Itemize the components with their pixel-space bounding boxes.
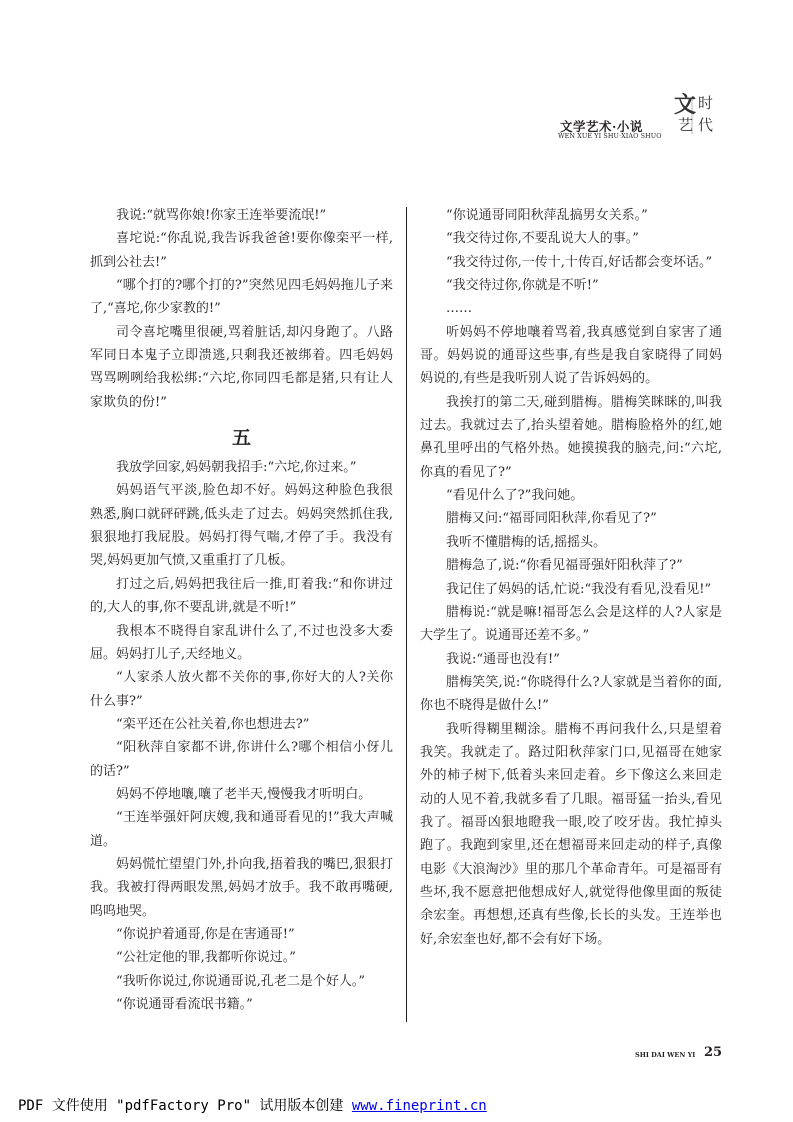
paragraph: 听妈妈不停地嚷着骂着,我真感觉到自家害了通哥。妈妈说的通哥这些事,有些是我自家晓得了同妈妈说的,有些是我听别人说了告诉妈妈的。 [420,324,722,387]
column-divider [406,207,407,1022]
paragraph: “我交待过你,一传十,十传百,好话都会变坏话。” [446,254,713,270]
paragraph: “我交待过你,你就是不听!” [446,278,599,294]
right-column [420,204,722,951]
paragraph: 喜坨说:“你乱说,我告诉我爸爸!要你像栾平一样,抓到公社去!” [90,231,393,270]
paragraph: 我听得糊里糊涂。腊梅不再问我什么,只是望着我笑。我就走了。路过阳秋萍家门口,见福哥在她家外的柿子树下,低着头来回走着。乡下像这么来回走动的人见不着,我就多看了几眼。福哥猛一抬头,看见我了。福哥凶狠地瞪我一眼,咬了咬牙齿。我忙掉头跑了。我跑到家里,还在想福哥来回走动的样子,真像电影《大浪淘沙》里的那几个革命青年。可是福哥有些坏,我不愿意把他想成好人,就觉得他像里面的叛徒余宏奎。再想想,还真有些像,长长的头发。王连举也好,余宏奎也好,都不会有好下场。 [420,721,722,947]
logo-char-wen: 文 [674,92,697,118]
logo-char-shi: 时 [698,94,714,112]
pdf-creator-notice [18,1095,487,1115]
paragraph: “你说通哥同阳秋萍乱搞男女关系。” [446,208,648,223]
paragraph: 妈妈慌忙望望门外,扑向我,捂着我的嘴巴,狠狠打我。我被打得两眼发黑,妈妈才放手。我不敢再嘴硬,呜呜地哭。 [90,856,393,919]
left-column [90,204,393,1016]
paragraph: “你说护着通哥,你是在害通哥!” [116,926,295,942]
paragraph: “我交待过你,不要乱说大人的事。” [446,231,639,247]
section-title-pinyin: WEN XUE YI SHU·XIAO SHUO [558,132,662,140]
paragraph: 腊梅又问:“福哥同阳秋萍,你看见了?” [446,511,657,527]
paragraph: 我挨打的第二天,碰到腊梅。腊梅笑眯眯的,叫我过去。我就过去了,抬头望着她。腊梅脸格外的红,她鼻孔里呼出的气格外热。她摸摸我的脑壳,问:“六坨,你真的看见了?” [420,394,722,480]
logo-char-yi: 艺 [678,116,694,134]
magazine-logo [674,92,722,138]
section-title: 文学艺术·小说 [560,119,643,134]
paragraph: 我听不懂腊梅的话,摇摇头。 [446,534,607,550]
paragraph: “你说通哥看流氓书籍。” [116,997,253,1012]
page-number: 25 [704,1045,723,1060]
paragraph: 妈妈语气平淡,脸色却不好。妈妈这种脸色我很熟悉,胸口就砰砰跳,低头走了过去。妈妈突然抓住我,狠狠地打我屁股。妈妈打得气喘,才停了手。我没有哭,妈妈更加气愤,又重重打了几板。 [90,483,393,569]
paragraph: “哪个打的?哪个打的?”突然见四毛妈妈拖儿子来了,“喜坨,你少家教的!” [90,278,393,317]
paragraph: 我说:“通哥也没有!” [446,651,560,667]
paragraph: 我根本不晓得自家乱讲什么了,不过也没多大委屈。妈妈打儿子,天经地义。 [90,623,393,662]
chapter-heading: 五 [231,427,251,450]
paragraph: 司令喜坨嘴里很硬,骂着脏话,却闪身跑了。八路军同日本鬼子立即溃逃,只剩我还被绑着。四毛妈妈骂骂咧咧给我松绑:“六坨,你同四毛都是猪,只有让人家欺负的份!” [90,324,393,410]
paragraph: “王连举强奸阿庆嫂,我和通哥看见的!”我大声喊道。 [90,810,393,849]
paragraph: 打过之后,妈妈把我往后一推,盯着我:“和你讲过的,大人的事,你不要乱讲,就是不听!” [90,576,393,616]
paragraph: …… [446,301,472,317]
paragraph: 我放学回家,妈妈朝我招手:“六坨,你过来。” [116,460,357,476]
paragraph: 腊梅说:“就是嘛!福哥怎么会是这样的人?人家是大学生了。说通哥还差不多。” [420,604,722,644]
paragraph: “栾平还在公社关着,你也想进去?” [116,716,310,732]
paragraph: 我说:“就骂你娘!你家王连举要流氓!” [116,208,327,223]
footer-magazine-name: SHI DAI WEN YI [635,1051,696,1059]
paragraph: “看见什么了?”我问她。 [446,488,584,504]
paragraph: 腊梅急了,说:“你看见福哥强奸阳秋萍了?” [446,558,683,574]
paragraph: “人家杀人放火都不关你的事,你好大的人?关你什么事?” [90,670,393,709]
logo-char-dai: 代 [698,116,714,134]
paragraph: 妈妈不停地嚷,嚷了老半天,慢慢我才听明白。 [116,786,372,802]
paragraph: 腊梅笑笑,说:“你晓得什么?人家就是当着你的面,你也不晓得是做什么!” [420,674,722,714]
paragraph: “阳秋萍自家都不讲,你讲什么?哪个相信小伢儿的话?” [90,740,393,779]
paragraph: 我记住了妈妈的话,忙说:“我没有看见,没看见!” [446,581,712,597]
paragraph: “我听你说过,你说通哥说,孔老二是个好人。” [116,973,366,989]
paragraph: “公社定他的罪,我都听你说过。” [116,950,296,966]
pdf-notice-text: PDF 文件使用 "pdfFactory Pro" 试用版本创建 [18,1098,352,1114]
fineprint-link[interactable]: www.fineprint.cn [351,1098,487,1114]
